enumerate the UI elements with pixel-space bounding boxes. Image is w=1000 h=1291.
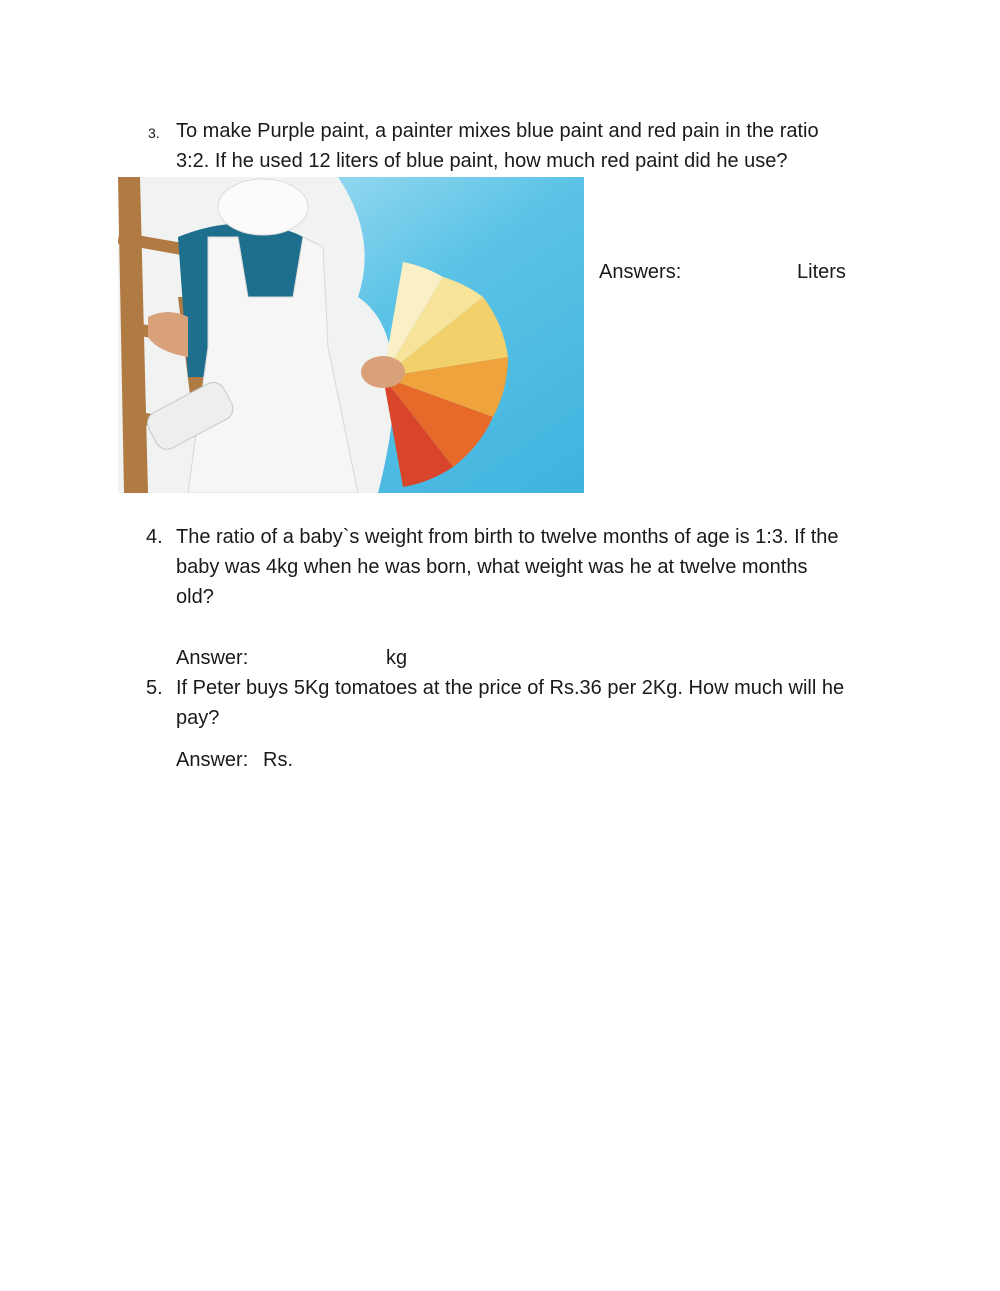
answer-unit: kg <box>386 647 408 669</box>
answer-unit: Liters <box>797 261 846 283</box>
answer-label: Answers: <box>599 261 682 283</box>
question-text-line: 3:2. If he used 12 liters of blue paint, how much red paint did he use? <box>176 150 788 172</box>
answer-unit: Rs. <box>263 749 293 771</box>
question-number: 3. <box>148 125 160 141</box>
question-text-line: old? <box>176 586 214 608</box>
question-number: 4. <box>146 526 163 548</box>
answer-label: Answer: <box>176 749 249 771</box>
question-text-line: If Peter buys 5Kg tomatoes at the price of Rs.36 per 2Kg. How much will he <box>176 677 845 699</box>
question-number: 5. <box>146 677 163 699</box>
question-text-line: pay? <box>176 707 220 729</box>
painter-photo <box>118 177 584 493</box>
question-text-line: To make Purple paint, a painter mixes blue paint and red pain in the ratio <box>176 120 819 142</box>
question-text-line: baby was 4kg when he was born, what weight was he at twelve months <box>176 556 808 578</box>
answer-label: Answer: <box>176 647 249 669</box>
question-text-line: The ratio of a baby`s weight from birth to twelve months of age is 1:3. If the <box>176 526 839 548</box>
